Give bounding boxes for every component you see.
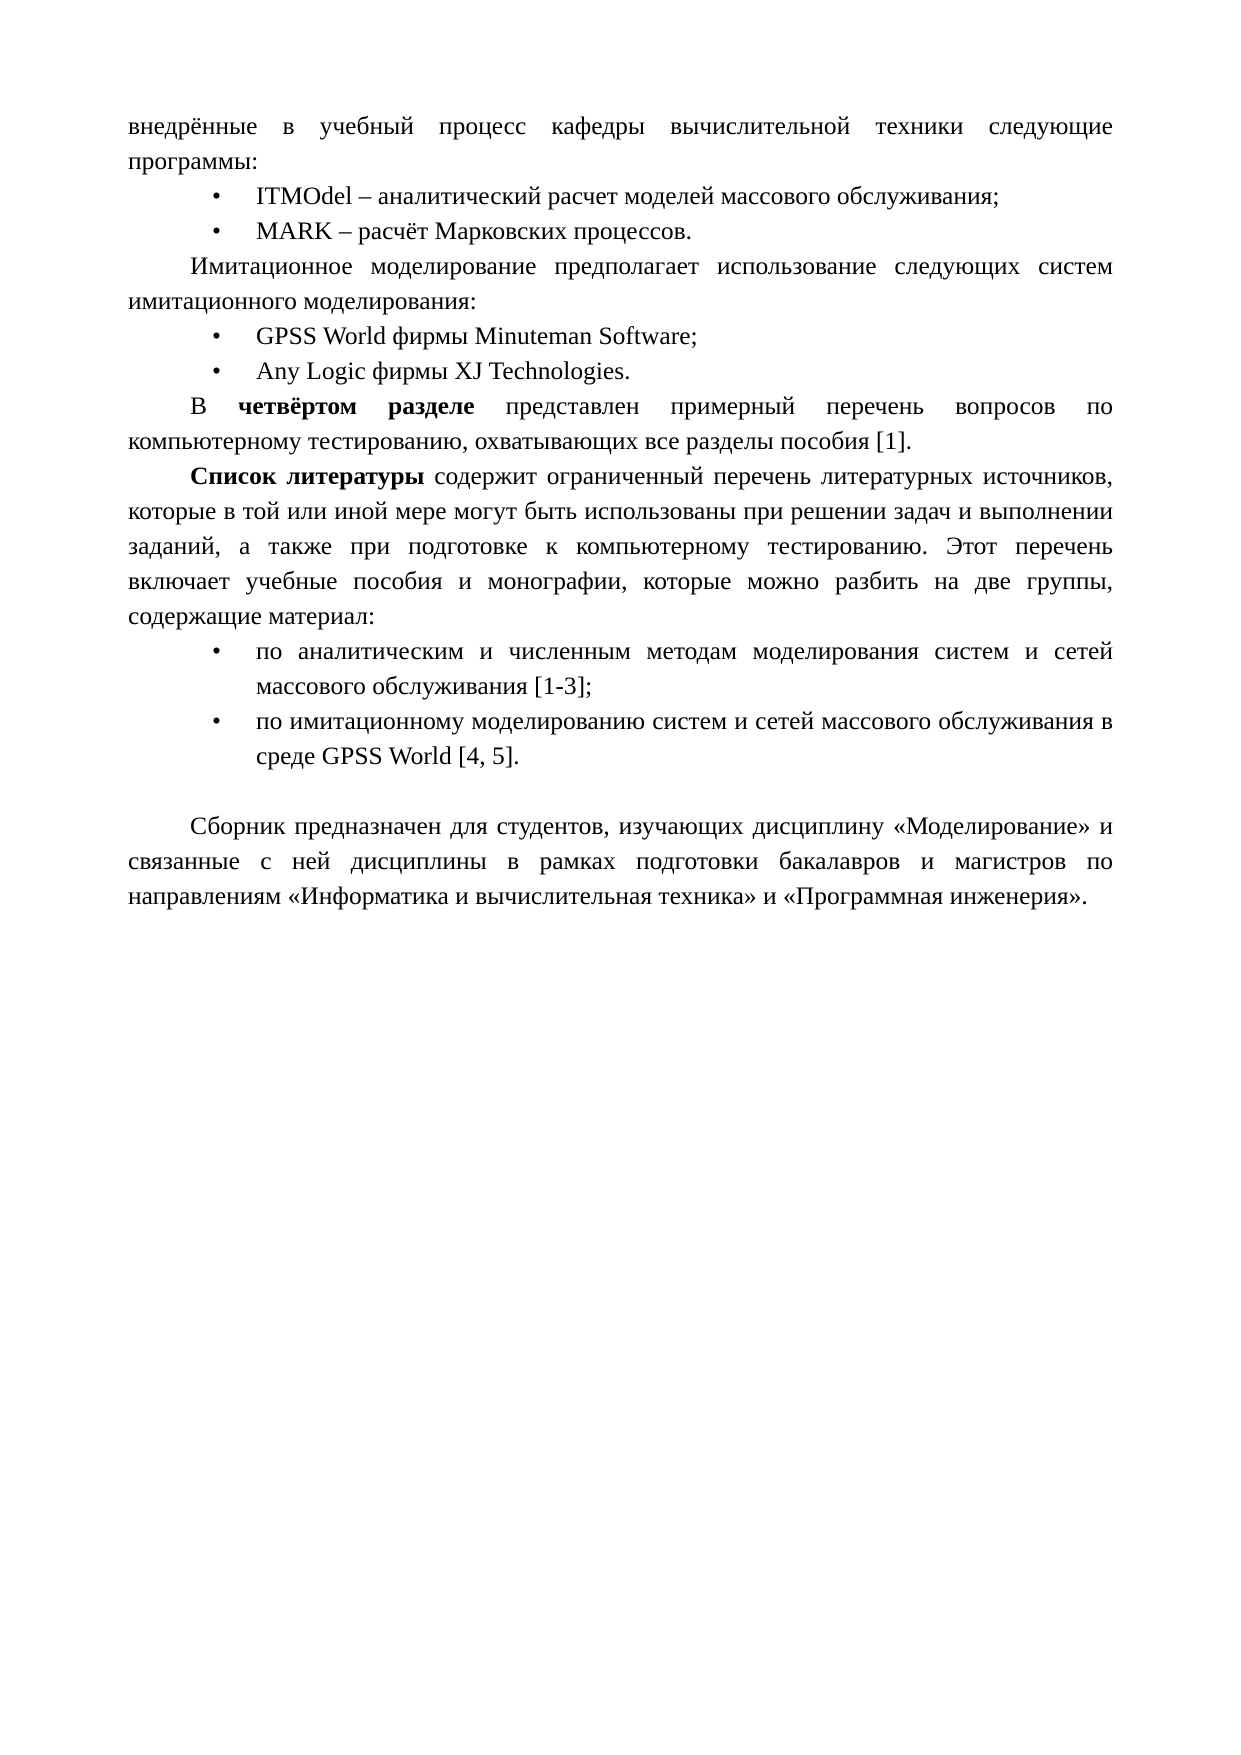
p3-prefix: В bbox=[190, 391, 239, 420]
list-item-label: MARK – расчёт Марковских процессов. bbox=[256, 216, 693, 245]
list-item bbox=[128, 178, 1113, 213]
p3-rest: представлен примерный перечень вопросов по компьютерному тестированию, охватывающих все разделы пособия [1]. bbox=[128, 391, 1114, 455]
list-item bbox=[128, 318, 1113, 353]
simulation-systems-list bbox=[128, 318, 1113, 388]
list-item-label: GPSS World фирмы Minuteman Software; bbox=[256, 321, 698, 350]
bullet-icon: • bbox=[212, 321, 221, 350]
document-content bbox=[128, 108, 1113, 913]
list-item bbox=[128, 703, 1113, 773]
list-item-label: Any Logic фирмы XJ Technologies. bbox=[256, 356, 631, 385]
bullet-icon: • bbox=[212, 636, 221, 665]
paragraph-spacer bbox=[128, 773, 1113, 808]
bullet-icon: • bbox=[212, 181, 221, 210]
p4-rest: содержит ограниченный перечень литературных источников, которые в той или иной мере могут быть использованы при решении задач и выполнении заданий, а также при подготовке к компьютерному тестированию. Этот перечень включает учебные пособия и монографии, которые можно разбить на две группы, содержащие материал: bbox=[128, 461, 1113, 630]
list-item-label: по аналитическим и численным методам моделирования систем и сетей массового обслуживания [1-3]; bbox=[256, 636, 1113, 700]
list-item bbox=[128, 633, 1113, 703]
list-item bbox=[128, 213, 1113, 248]
list-item-label: по имитационному моделированию систем и сетей массового обслуживания в среде GPSS World [4, 5]. bbox=[256, 706, 1113, 770]
list-item-label: ITMOdel – аналитический расчет моделей массового обслуживания; bbox=[256, 181, 1000, 210]
bullet-icon: • bbox=[212, 216, 221, 245]
list-item bbox=[128, 353, 1113, 388]
paragraph-references bbox=[128, 458, 1113, 633]
reference-groups-list bbox=[128, 633, 1113, 773]
program-list bbox=[128, 178, 1113, 248]
paragraph-intro: внедрённые в учебный процесс кафедры вычислительной техники следующие программы: bbox=[128, 111, 1113, 175]
p3-bold-term: четвёртом разделе bbox=[238, 391, 475, 420]
paragraph-fourth-section bbox=[128, 388, 1113, 458]
paragraph-audience: Сборник предназначен для студентов, изучающих дисциплину «Моделирование» и связанные с ней дисциплины в рамках подготовки бакалавров и магистров по направлениям «Информатика и вычислительная техника» и «Программная инженерия». bbox=[128, 811, 1113, 910]
paragraph-simulation: Имитационное моделирование предполагает использование следующих систем имитационного моделирования: bbox=[128, 251, 1113, 315]
bullet-icon: • bbox=[212, 356, 221, 385]
p4-bold-term: Список литературы bbox=[190, 461, 425, 490]
bullet-icon: • bbox=[212, 706, 221, 735]
